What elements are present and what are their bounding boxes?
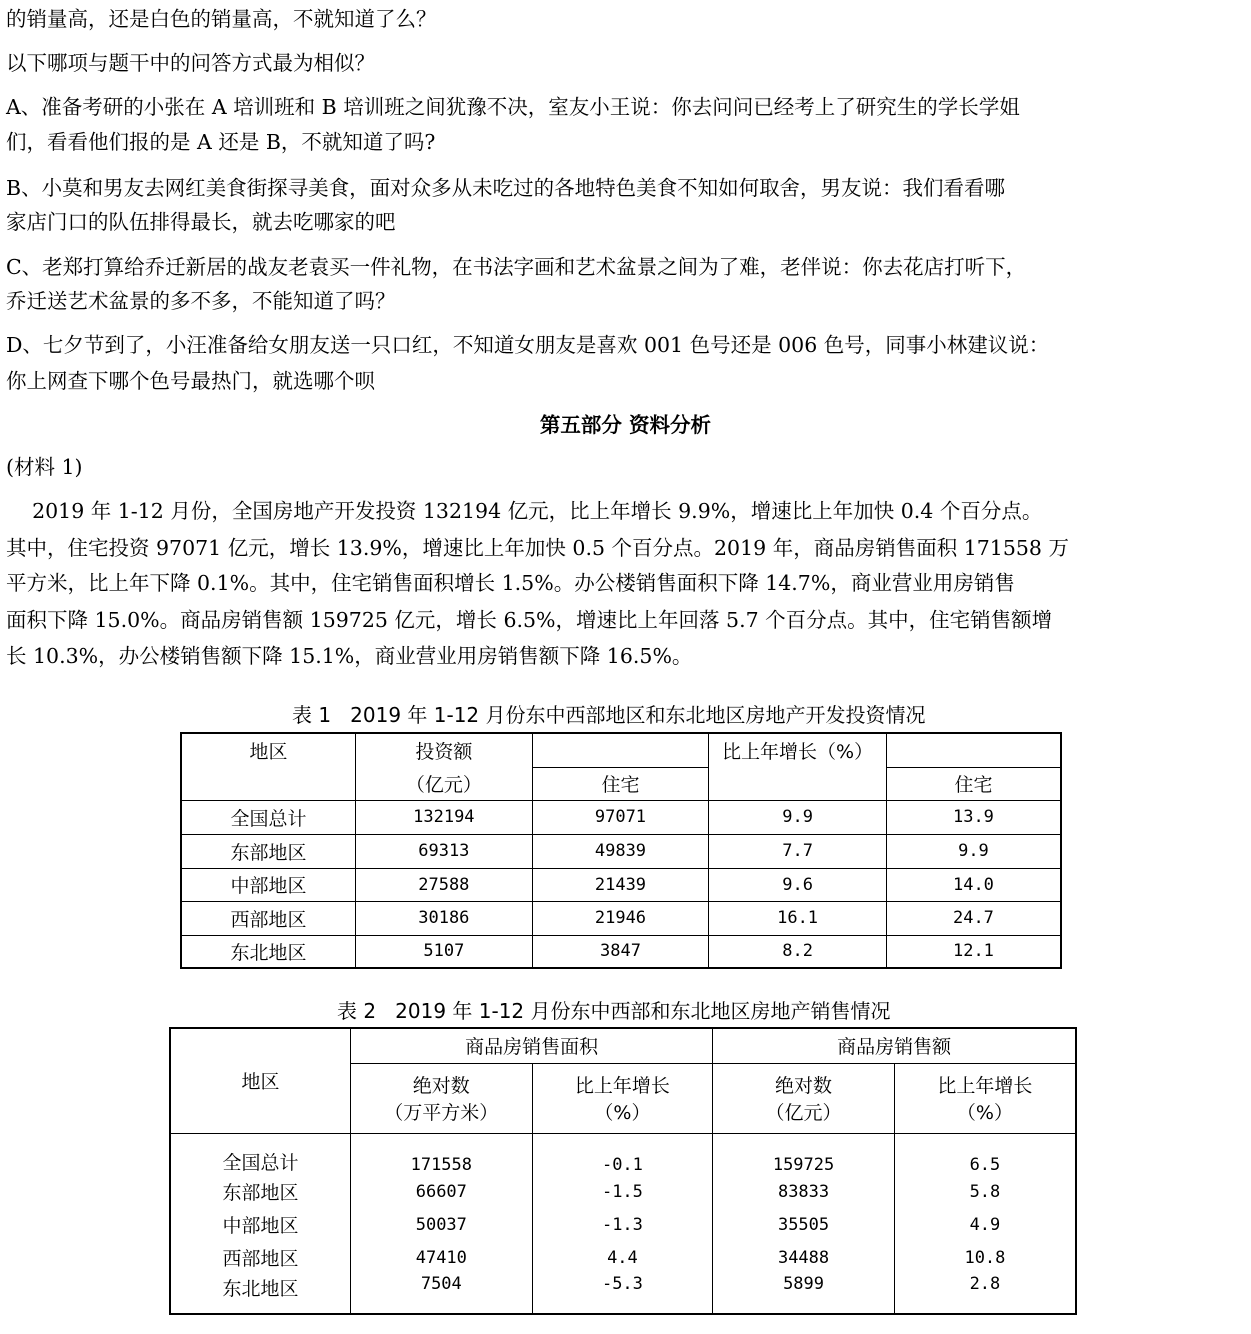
t2-cell-area-growth: -0.1 [532, 1133, 713, 1175]
t1-cell-residential-invest: 21439 [532, 868, 709, 901]
material-label: (材料 1) [6, 455, 83, 479]
option-c-line1: C、老郑打算给乔迁新居的战友老袁买一件礼物，在书法字画和艺术盆景之间为了难，老伴说：你去花店打听下， [6, 255, 1027, 279]
t2-cell-sales: 159725 [713, 1133, 895, 1175]
t2-header-area-growth [532, 1063, 713, 1133]
table-row [181, 935, 1061, 968]
t1-cell-region: 中部地区 [181, 868, 356, 901]
t1-header-blank [886, 733, 1061, 767]
t2-header-growth-label: 比上年增长 [574, 1075, 670, 1097]
table-row [170, 1274, 1076, 1314]
t2-cell-region: 西部地区 [170, 1241, 351, 1274]
t1-header-blank [709, 767, 887, 800]
t1-cell-region: 东北地区 [181, 935, 356, 968]
t1-cell-residential-invest: 49839 [532, 834, 709, 868]
t2-cell-area: 7504 [351, 1274, 533, 1314]
section-title: 第五部分 资料分析 [539, 413, 712, 437]
table2-caption: 表 2 2019 年 1-12 月份东中西部和东北地区房地产销售情况 [337, 999, 891, 1023]
paragraph-line: 面积下降 15.0%。商品房销售额 159725 亿元，增长 6.5%，增速比上年回落 5.7 个百分点。其中，住宅销售额增 [6, 608, 1053, 632]
t1-cell-residential-invest: 21946 [532, 901, 709, 935]
t2-cell-sales-growth: 10.8 [894, 1241, 1076, 1274]
option-a-line1: A、准备考研的小张在 A 培训班和 B 培训班之间犹豫不决，室友小王说：你去问问已经考上了研究生的学长学姐 [6, 95, 1020, 119]
t2-cell-sales: 5899 [713, 1274, 895, 1314]
question-prompt: 以下哪项与题干中的问答方式最为相似？ [6, 51, 375, 75]
t1-cell-invest: 69313 [356, 834, 533, 868]
t1-cell-growth: 9.6 [709, 868, 887, 901]
t1-cell-invest: 30186 [356, 901, 533, 935]
paragraph-line: 其中，住宅投资 97071 亿元，增长 13.9%，增速比上年加快 0.5 个百分点。2019 年，商品房销售面积 171558 万 [6, 536, 1069, 560]
option-b-line2: 家店门口的队伍排得最长，就去吃哪家的吧 [6, 210, 396, 234]
t1-cell-region: 东部地区 [181, 834, 356, 868]
option-b-line1: B、小莫和男友去网红美食街探寻美食，面对众多从未吃过的各地特色美食不知如何取舍，男友说：我们看看哪 [6, 176, 1006, 200]
t1-cell-residential-growth: 12.1 [886, 935, 1061, 968]
t2-cell-sales: 83833 [713, 1175, 895, 1208]
option-d-line2: 你上网查下哪个色号最热门，就选哪个呗 [6, 369, 375, 393]
t1-cell-growth: 7.7 [709, 834, 887, 868]
t2-cell-sales: 35505 [713, 1208, 895, 1241]
t1-cell-region: 西部地区 [181, 901, 356, 935]
t2-header-pct: （%） [594, 1102, 651, 1124]
t2-cell-area-growth: 4.4 [532, 1241, 713, 1274]
t2-header-abs-label: 绝对数 [412, 1075, 470, 1097]
t2-header-region: 地区 [170, 1028, 351, 1133]
table-row [170, 1241, 1076, 1274]
t2-cell-region: 东部地区 [170, 1175, 351, 1208]
option-c-line2: 乔迁送艺术盆景的多不多，不能知道了吗？ [6, 289, 396, 313]
t2-cell-area-growth: -5.3 [532, 1274, 713, 1314]
t1-header-residential: 住宅 [532, 767, 709, 800]
table-row [181, 800, 1061, 834]
t1-cell-residential-invest: 3847 [532, 935, 709, 968]
t1-cell-growth: 9.9 [709, 800, 887, 834]
t1-header-invest-unit: （亿元） [356, 767, 533, 800]
t1-header-residential: 住宅 [886, 767, 1061, 800]
t2-header-sales: 商品房销售额 [713, 1028, 1076, 1063]
t1-cell-residential-growth: 24.7 [886, 901, 1061, 935]
t2-header-growth-label: 比上年增长 [937, 1075, 1033, 1097]
t2-cell-sales-growth: 5.8 [894, 1175, 1076, 1208]
t2-cell-sales-growth: 2.8 [894, 1274, 1076, 1314]
t2-cell-area-growth: -1.5 [532, 1175, 713, 1208]
t2-header-pct: （%） [956, 1102, 1013, 1124]
t1-cell-residential-growth: 9.9 [886, 834, 1061, 868]
t2-cell-region: 东北地区 [170, 1274, 351, 1314]
t2-header-abs-label: 绝对数 [775, 1075, 833, 1097]
t1-cell-invest: 5107 [356, 935, 533, 968]
t1-cell-growth: 16.1 [709, 901, 887, 935]
t2-cell-area: 47410 [351, 1241, 533, 1274]
question-tail: 的销量高，还是白色的销量高，不就知道了么？ [6, 7, 437, 31]
t2-cell-area-growth: -1.3 [532, 1208, 713, 1241]
paragraph-line: 平方米，比上年下降 0.1%。其中，住宅销售面积增长 1.5%。办公楼销售面积下降 14.7%，商业营业用房销售 [6, 571, 1015, 595]
t2-header-sales-abs [713, 1063, 895, 1133]
investment-table [180, 732, 1062, 969]
t1-cell-region: 全国总计 [181, 800, 356, 834]
t1-cell-residential-growth: 14.0 [886, 868, 1061, 901]
t1-header-blank [532, 733, 709, 767]
t1-header-blank [181, 767, 356, 800]
t1-header-region: 地区 [181, 733, 356, 767]
table-row [170, 1133, 1076, 1175]
t2-cell-area: 50037 [351, 1208, 533, 1241]
table-row [181, 834, 1061, 868]
t1-cell-residential-growth: 13.9 [886, 800, 1061, 834]
sales-table [169, 1027, 1077, 1315]
table-row [181, 901, 1061, 935]
t2-cell-sales-growth: 6.5 [894, 1133, 1076, 1175]
paragraph-line: 长 10.3%，办公楼销售额下降 15.1%，商业营业用房销售额下降 16.5%。 [6, 644, 693, 668]
t1-cell-invest: 132194 [356, 800, 533, 834]
t1-header-invest: 投资额 [356, 733, 533, 767]
t2-header-sales-growth [894, 1063, 1076, 1133]
t1-cell-invest: 27588 [356, 868, 533, 901]
t1-cell-growth: 8.2 [709, 935, 887, 968]
t2-header-area: 商品房销售面积 [351, 1028, 713, 1063]
table-row [170, 1175, 1076, 1208]
t1-cell-residential-invest: 97071 [532, 800, 709, 834]
paragraph-line: 2019 年 1-12 月份，全国房地产开发投资 132194 亿元，比上年增长 9.9%，增速比上年加快 0.4 个百分点。 [6, 499, 1043, 523]
t2-cell-sales-growth: 4.9 [894, 1208, 1076, 1241]
table-row [170, 1208, 1076, 1241]
table-row [181, 868, 1061, 901]
t2-header-area-unit: （万平方米） [384, 1102, 499, 1124]
t2-cell-region: 中部地区 [170, 1208, 351, 1241]
t2-cell-sales: 34488 [713, 1241, 895, 1274]
option-d-line1: D、七夕节到了，小汪准备给女朋友送一只口红，不知道女朋友是喜欢 001 色号还是 006 色号，同事小林建议说： [6, 333, 1050, 357]
option-a-line2: 们，看看他们报的是 A 还是 B，不就知道了吗? [6, 130, 436, 154]
t2-header-sales-unit: （亿元） [765, 1102, 842, 1124]
table1-caption: 表 1 2019 年 1-12 月份东中西部地区和东北地区房地产开发投资情况 [292, 703, 926, 727]
t2-header-area-abs [351, 1063, 533, 1133]
t2-cell-region: 全国总计 [170, 1133, 351, 1175]
t2-cell-area: 66607 [351, 1175, 533, 1208]
t2-cell-area: 171558 [351, 1133, 533, 1175]
t1-header-growth: 比上年增长（%） [709, 733, 887, 767]
